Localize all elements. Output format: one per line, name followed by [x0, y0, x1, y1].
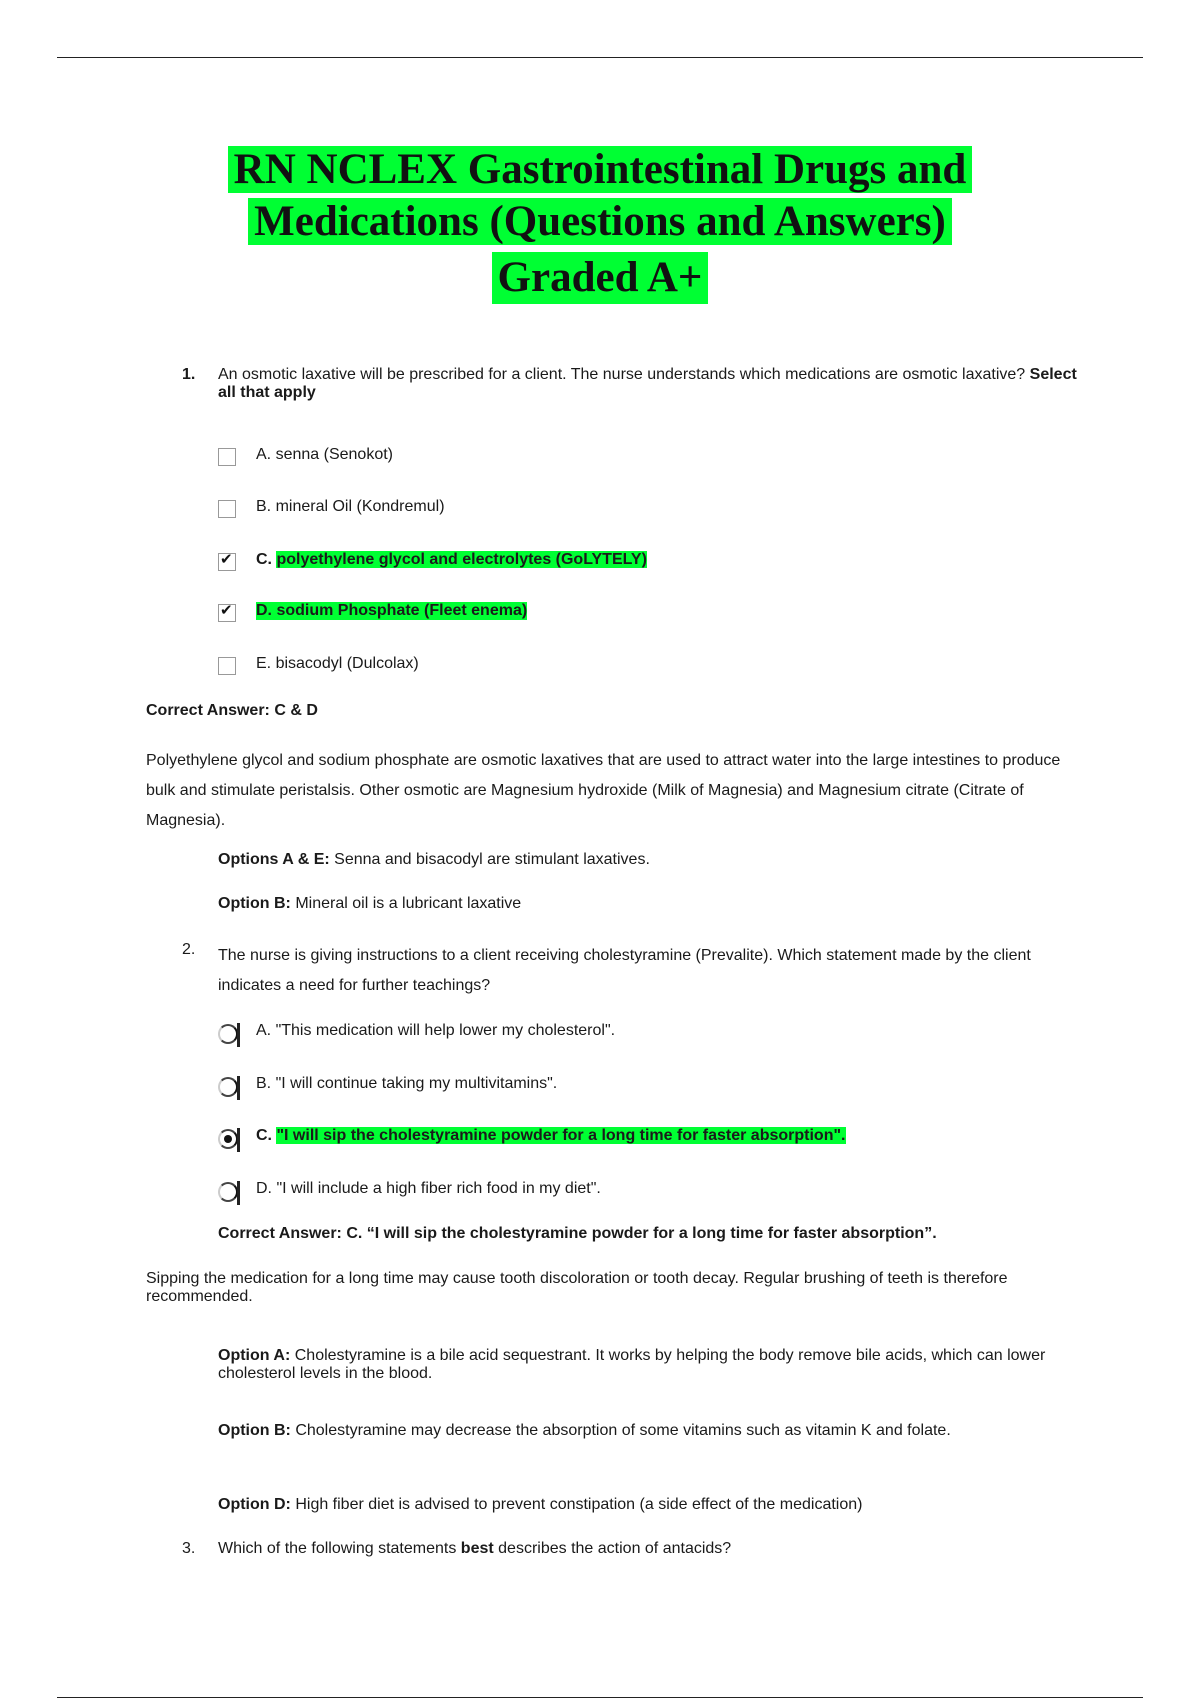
q2-rationale-d: Option D: High fiber diet is advised to prevent constipation (a side effect of the medication): [218, 1496, 863, 1513]
selected-radio-icon[interactable]: [218, 1129, 238, 1149]
question-number: 2.: [182, 941, 196, 958]
checkbox-icon[interactable]: [218, 448, 236, 466]
q2-rationale-b: Option B: Cholestyramine may decrease the absorption of some vitamins such as vitamin K and folate.: [218, 1422, 951, 1439]
question-text: An osmotic laxative will be prescribed for a client. The nurse understands which medications are osmotic laxative? Select all that apply: [218, 366, 1077, 401]
header-rule: [57, 57, 1143, 58]
checkbox-icon[interactable]: [218, 500, 236, 518]
footer-rule: [57, 1697, 1143, 1698]
q2-rationale-a: Option A: Cholestyramine is a bile acid sequestrant. It works by helping the body remove bile acids, which can lower cholesterol levels in the blood.: [218, 1347, 1046, 1382]
question-text: The nurse is giving instructions to a client receiving cholestyramine (Prevalite). Which statement made by the client indicates a need for further teachings?: [218, 947, 1031, 994]
q1-rationale-b: Option B: Mineral oil is a lubricant laxative: [218, 895, 522, 912]
question-number: 3.: [182, 1540, 196, 1557]
radio-icon[interactable]: [218, 1182, 238, 1202]
question-text: Which of the following statements best describes the action of antacids?: [218, 1540, 732, 1557]
q1-option-b[interactable]: B. mineral Oil (Kondremul): [218, 498, 1118, 528]
q1-option-e[interactable]: E. bisacodyl (Dulcolax): [218, 655, 1118, 685]
q1-rationale-ae: Options A & E: Senna and bisacodyl are stimulant laxatives.: [218, 851, 650, 868]
q2-option-b[interactable]: B. "I will continue taking my multivitamins".: [218, 1075, 1118, 1105]
question-number: 1.: [182, 366, 196, 383]
radio-icon[interactable]: [218, 1024, 238, 1044]
radio-icon[interactable]: [218, 1077, 238, 1097]
q2-correct-answer: Correct Answer: C. “I will sip the cholestyramine powder for a long time for faster absorption”.: [218, 1225, 937, 1242]
checkbox-icon[interactable]: [218, 657, 236, 675]
question-instruction: Select all that apply: [218, 366, 1077, 401]
title-line-1: RN NCLEX Gastrointestinal Drugs and: [228, 146, 973, 193]
q1-explanation: Polyethylene glycol and sodium phosphate are osmotic laxatives that are used to attract water into the large intestines to produce bulk and stimulate peristalsis. Other osmotic are Magnesium hydroxide (Milk of Magnesia) and Magnesium citrate (Citrate of Magnesia).: [146, 752, 1061, 829]
document-title: [150, 144, 1050, 304]
q2-option-c[interactable]: C. "I will sip the cholestyramine powder for a long time for faster absorption".: [218, 1127, 1118, 1157]
title-line-3: Graded A+: [492, 252, 709, 304]
checked-checkbox-icon[interactable]: [218, 553, 236, 571]
q1-option-a[interactable]: A. senna (Senokot): [218, 446, 1118, 476]
q1-option-d[interactable]: ✔ D. sodium Phosphate (Fleet enema): [218, 602, 1118, 632]
title-line-2: Medications (Questions and Answers): [248, 198, 952, 245]
q2-option-d[interactable]: D. "I will include a high fiber rich food in my diet".: [218, 1180, 1118, 1210]
checked-checkbox-icon[interactable]: [218, 604, 236, 622]
q2-option-a[interactable]: A. "This medication will help lower my cholesterol".: [218, 1022, 1118, 1052]
q2-explanation: Sipping the medication for a long time may cause tooth discoloration or tooth decay. Regular brushing of teeth is therefore recommended.: [146, 1270, 1008, 1305]
q1-option-c[interactable]: ✔ C. polyethylene glycol and electrolytes (GoLYTELY): [218, 551, 1118, 581]
q1-correct-answer: Correct Answer: C & D: [146, 702, 318, 719]
